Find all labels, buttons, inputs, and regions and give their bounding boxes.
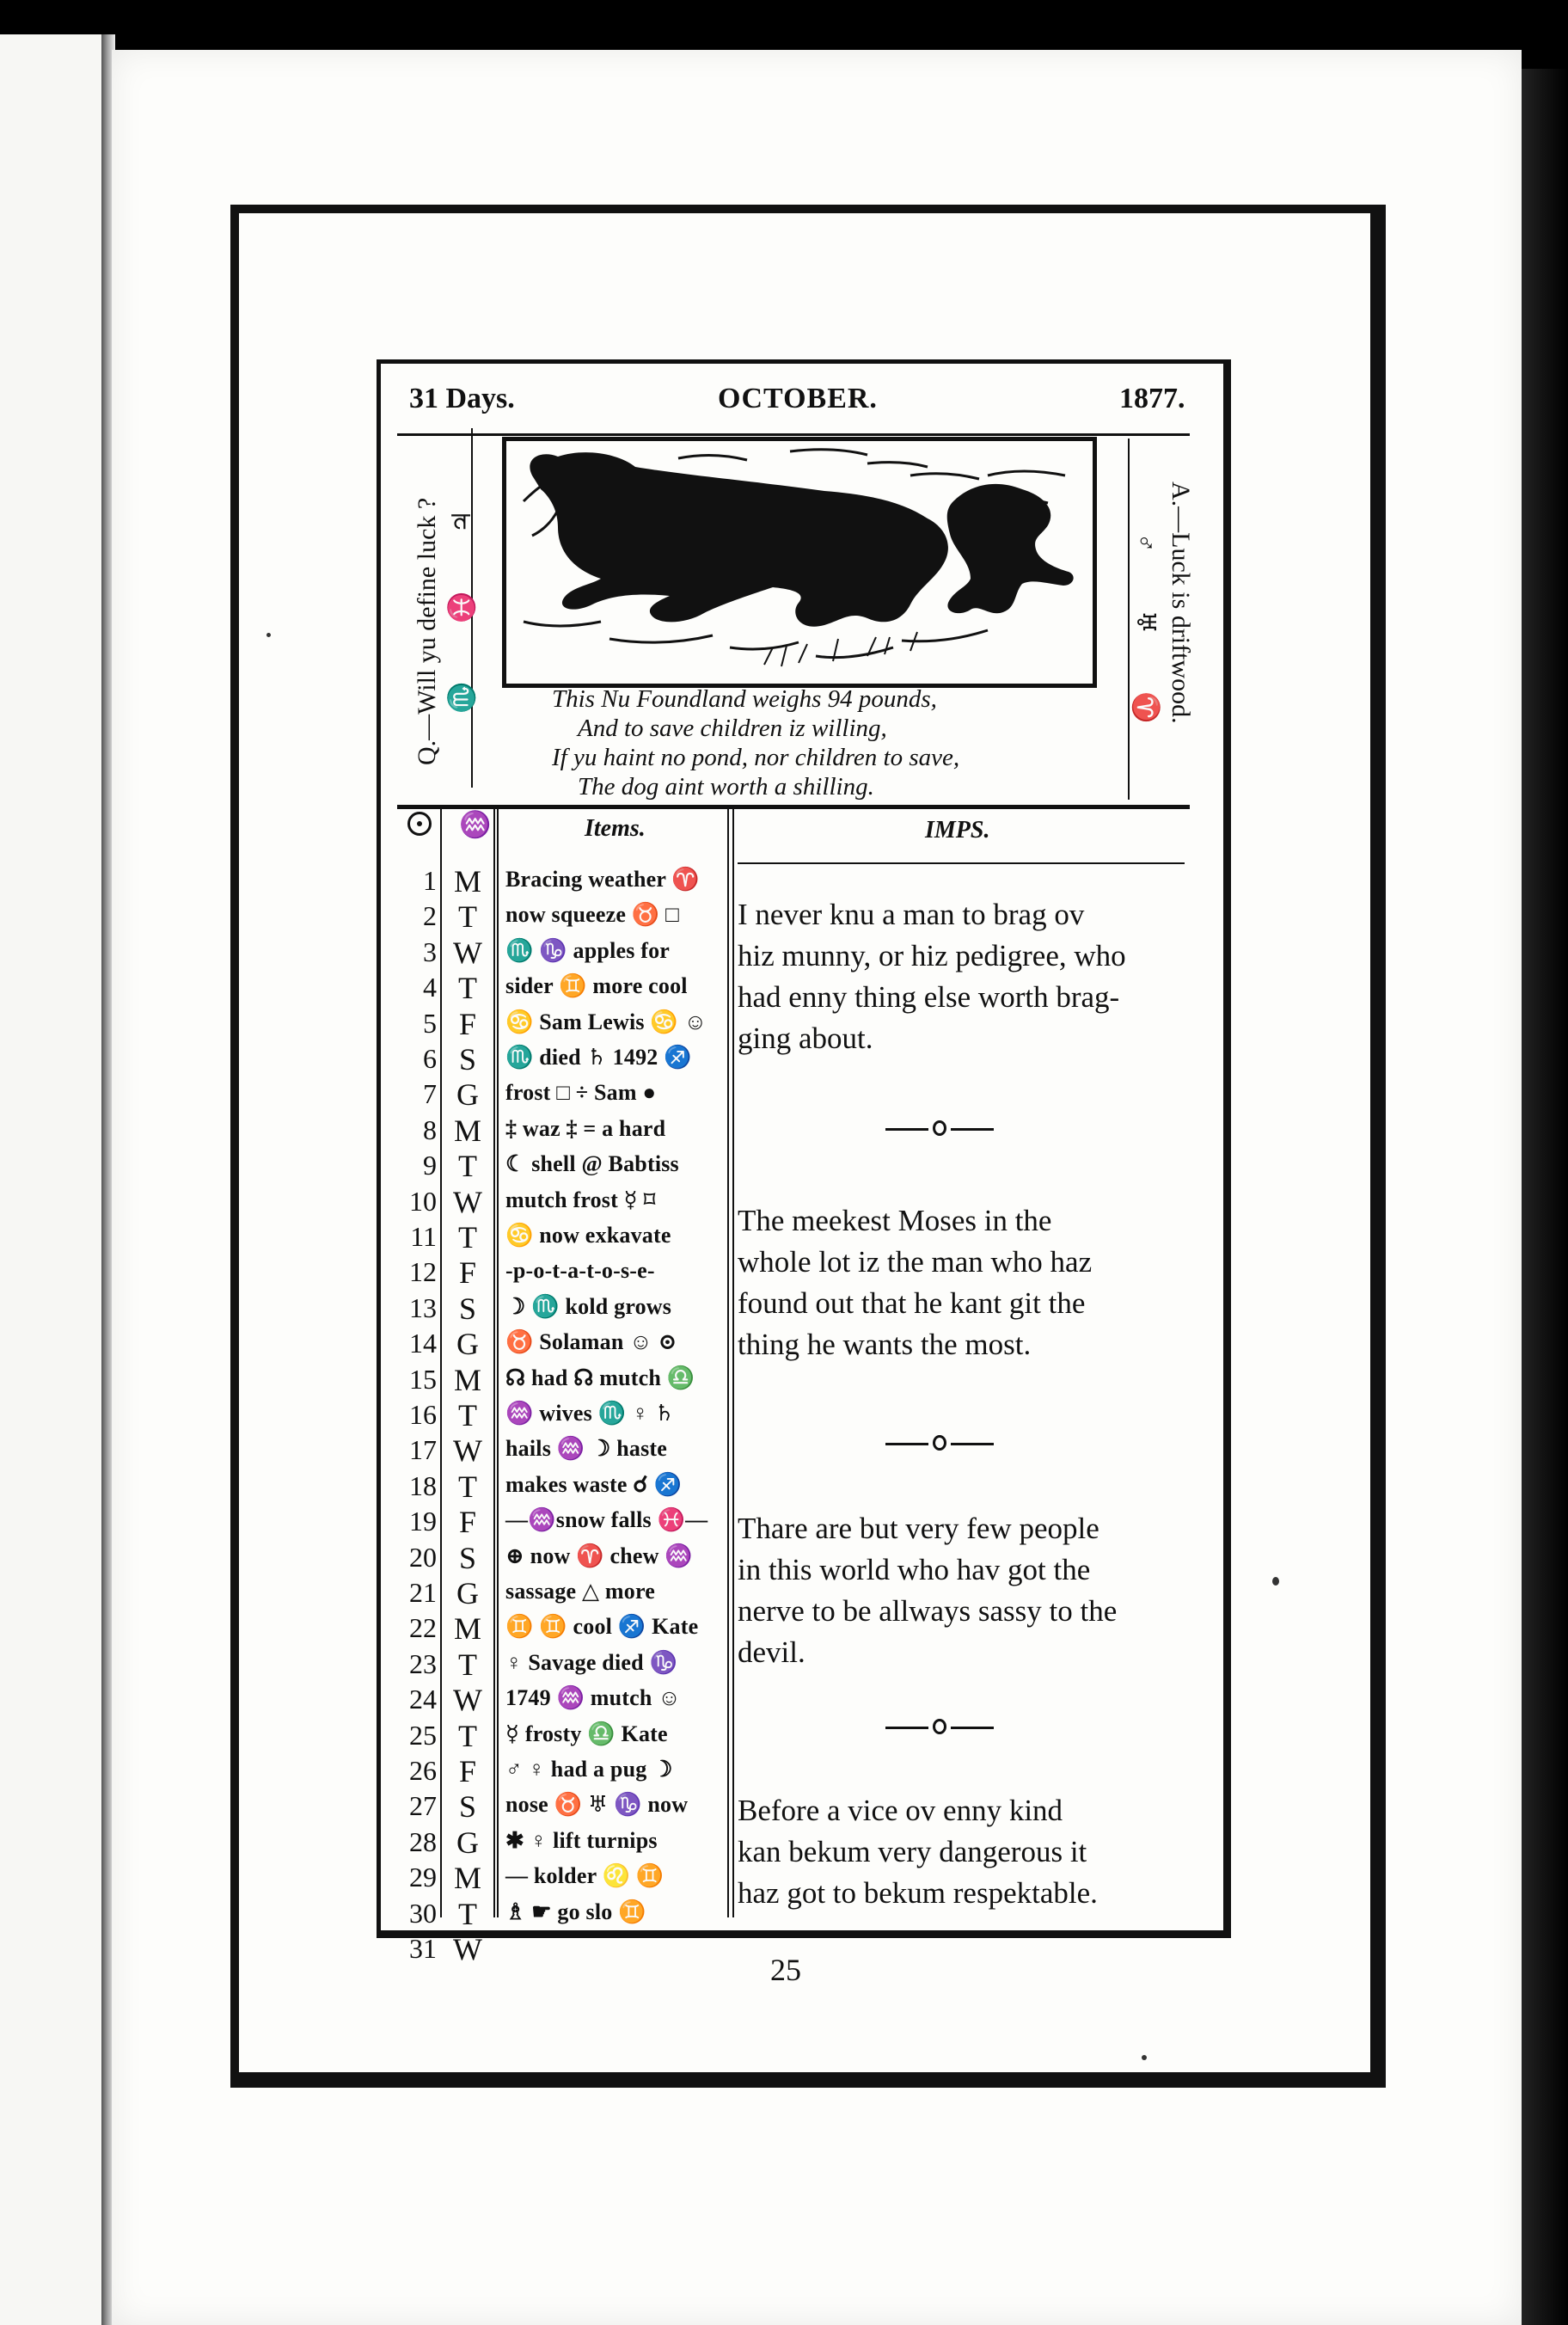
weekday-letter: T [458, 899, 477, 934]
day-item: Bracing weather ♈ [505, 867, 700, 892]
weekday-letter: T [458, 1647, 477, 1682]
dog-silhouette-icon [530, 452, 948, 627]
day-item: 1749 ♒ mutch ☺ [505, 1685, 681, 1710]
day-number: 3 [423, 936, 437, 967]
imps-line: kan bekum very dangerous it [738, 1835, 1087, 1868]
verse-line: If yu haint no pond, nor children to save, [552, 744, 960, 771]
day-number: 21 [409, 1577, 437, 1608]
weekday-letter: T [458, 1398, 477, 1432]
weekday-letter: M [453, 864, 481, 899]
ink-spot [266, 633, 271, 637]
imps-paragraph [738, 1200, 1190, 1365]
day-item: ♏ ♑ apples for [505, 938, 671, 963]
weekday-letter: W [453, 1185, 482, 1219]
imps-heading: IMPS. [925, 817, 990, 844]
day-item: ♀ Savage died ♑ [505, 1650, 678, 1675]
day-item: —♒snow falls ♓— [505, 1507, 708, 1532]
question-symbols: ♏ ♓ ♃ [448, 484, 476, 714]
column-head-rule [738, 862, 1185, 864]
weekday-letter: G [456, 1825, 479, 1860]
day-number: 2 [423, 900, 437, 931]
weekday-letter: W [453, 1932, 482, 1966]
day-number: 11 [410, 1221, 437, 1252]
day-item: ♊ ♊ cool ♐ Kate [505, 1614, 699, 1639]
weekday-letter: F [458, 1007, 477, 1041]
imps-line: found out that he kant git the [738, 1286, 1086, 1320]
day-number: 7 [423, 1078, 437, 1109]
day-item: ♋ Sam Lewis ♋ ☺ [505, 1009, 707, 1034]
verse [481, 684, 1118, 801]
ornament-divider-icon [885, 1715, 994, 1740]
day-item: mutch frost ☿ ⌑ [505, 1187, 656, 1212]
day-item: ☽ ♏ kold grows [505, 1294, 672, 1319]
weekday-letter: T [458, 1220, 477, 1255]
weekday-letter: F [458, 1255, 477, 1290]
day-item: — kolder ♌ ♊ [505, 1863, 665, 1888]
weekday-letter: G [456, 1077, 479, 1112]
day-number: 20 [409, 1542, 437, 1573]
imps-line: had enny thing else worth brag- [738, 980, 1120, 1014]
day-number: 5 [423, 1008, 437, 1039]
weekday-letter: M [453, 1113, 481, 1148]
day-number: 19 [409, 1506, 437, 1537]
question-text: Q.—Will yu define luck ? [413, 497, 441, 765]
day-number: 4 [423, 972, 437, 1003]
imps-line: thing he wants the most. [738, 1328, 1032, 1361]
imps-paragraph [738, 1790, 1190, 1914]
header-month: OCTOBER. [718, 383, 878, 414]
imps-line: Thare are but very few people [738, 1512, 1099, 1545]
day-number: 22 [409, 1612, 437, 1643]
day-number: 24 [409, 1684, 437, 1715]
verse-line: This Nu Foundland weighs 94 pounds, [552, 685, 937, 713]
day-item: ♉ Solaman ☺ ⊙ [505, 1329, 677, 1354]
verse-rule [397, 805, 1190, 809]
day-number: 6 [423, 1043, 437, 1074]
day-number: 30 [409, 1898, 437, 1929]
day-number: 31 [409, 1933, 437, 1964]
page-edge-shadow [1522, 69, 1568, 2325]
day-item: ☊ had ☊ mutch ♎ [505, 1365, 695, 1390]
day-number: 27 [409, 1790, 437, 1821]
day-item: sider ♊ more cool [505, 973, 688, 998]
day-item: ♗ ☛ go slo ♊ [505, 1899, 646, 1924]
day-item: ☾ shell @ Babtiss [505, 1151, 679, 1176]
weekday-letter: S [458, 1042, 477, 1077]
imps-line: Before a vice ov enny kind [738, 1794, 1063, 1827]
weekday-letter: T [458, 1469, 477, 1504]
day-number: 17 [409, 1434, 437, 1465]
day-item: ♋ now exkavate [505, 1223, 671, 1248]
col-divider-1 [440, 808, 442, 1917]
weekday-letter: G [456, 1576, 479, 1610]
answer-symbols: ♂ ♅ ♈ [1131, 533, 1160, 750]
imps-line: I never knu a man to brag ov [738, 898, 1085, 931]
weekday-letter: T [458, 1149, 477, 1183]
weekday-letter: W [453, 936, 482, 970]
imps-line: The meekest Moses in the [738, 1204, 1052, 1237]
imps-line: haz got to bekum respektable. [738, 1876, 1098, 1910]
day-item: ☿ frosty ♎ Kate [505, 1721, 668, 1746]
imps-paragraph [738, 1508, 1190, 1673]
day-number: 12 [409, 1256, 437, 1287]
day-number: 25 [409, 1720, 437, 1751]
weekday-letter: T [458, 971, 477, 1005]
weekday-letter: W [453, 1433, 482, 1468]
weekday-letter: G [456, 1327, 479, 1361]
imps-line: ging about. [738, 1021, 873, 1055]
day-number: 18 [409, 1470, 437, 1501]
ink-spot [1142, 2055, 1147, 2060]
ornament-divider-icon [885, 1431, 994, 1457]
day-item: frost □ ÷ Sam ● [505, 1080, 657, 1105]
dog-woodcut-svg [506, 441, 1093, 684]
day-item: ♂ ♀ had a pug ☽ [505, 1757, 673, 1782]
day-item: ♏ died ♄ 1492 ♐ [505, 1045, 692, 1070]
weekday-letter: F [458, 1754, 477, 1788]
weekday-letter: S [458, 1291, 477, 1326]
col-divider-2 [493, 808, 495, 1917]
child-silhouette-icon [947, 484, 1074, 613]
items-heading: Items. [585, 815, 646, 842]
verse-line: The dog aint worth a shilling. [578, 773, 874, 801]
imps-line: in this world who hav got the [738, 1553, 1091, 1586]
day-number: 29 [409, 1862, 437, 1893]
grass-icon [764, 632, 917, 666]
page-number: 25 [770, 1953, 801, 1987]
weekday-letter: T [458, 1897, 477, 1931]
day-item: now squeeze ♉ □ [505, 902, 680, 927]
weekday-letter: F [458, 1505, 477, 1539]
day-number: 8 [423, 1114, 437, 1145]
weekday-letter: S [458, 1541, 477, 1575]
header-year: 1877. [1119, 383, 1185, 414]
imps-line: nerve to be allways sassy to the [738, 1594, 1118, 1628]
weekday-letter: M [453, 1363, 481, 1397]
day-item: ✱ ♀ lift turnips [505, 1828, 658, 1853]
day-number: 1 [423, 865, 437, 896]
aquarius-icon: ♒ [459, 811, 492, 839]
day-number: 14 [409, 1328, 437, 1359]
day-item: hails ♒ ☽ haste [505, 1436, 667, 1461]
day-number: 9 [423, 1150, 437, 1181]
right-panel-divider [1128, 439, 1130, 800]
day-item: sassage △ more [505, 1579, 655, 1604]
col-divider-3 [497, 808, 499, 1917]
day-item: ⊕ now ♈ chew ♒ [505, 1543, 693, 1568]
imps-line: hiz munny, or hiz pedigree, who [738, 939, 1126, 972]
day-number: 28 [409, 1826, 437, 1857]
day-item: ‡ waz ‡ = a hard [505, 1116, 666, 1141]
weekday-letter: S [458, 1789, 477, 1824]
imps-paragraph [738, 894, 1190, 1059]
day-item: -p-o-t-a-t-o-s-e- [505, 1258, 655, 1283]
sun-icon [407, 812, 432, 836]
day-number: 10 [409, 1186, 437, 1217]
day-item: ♒ wives ♏ ♀ ♄ [505, 1401, 675, 1426]
ornament-divider-icon [885, 1116, 994, 1142]
newfoundland-dog-icon [502, 437, 1097, 688]
day-number: 23 [409, 1648, 437, 1679]
day-item: nose ♉ ♅ ♑ now [505, 1792, 689, 1817]
weekday-letter: T [458, 1719, 477, 1753]
answer-text: A.—Luck is driftwood. [1167, 482, 1195, 724]
col-divider-4 [727, 808, 729, 1917]
weekday-letter: W [453, 1683, 482, 1717]
header-rule [397, 433, 1190, 436]
day-number: 26 [409, 1755, 437, 1786]
col-divider-5 [732, 808, 734, 1917]
day-number: 13 [409, 1292, 437, 1323]
ink-spot [1272, 1577, 1279, 1586]
header-days: 31 Days. [409, 383, 515, 414]
imps-line: whole lot iz the man who haz [738, 1245, 1093, 1279]
day-number: 16 [409, 1399, 437, 1430]
weekday-letter: M [453, 1611, 481, 1646]
day-number: 15 [409, 1364, 437, 1395]
weekday-letter: M [453, 1861, 481, 1895]
left-page-margin [0, 34, 112, 2325]
verse-line: And to save children iz willing, [578, 715, 887, 742]
day-item: makes waste ☌ ♐ [505, 1472, 683, 1497]
imps-line: devil. [738, 1635, 805, 1669]
